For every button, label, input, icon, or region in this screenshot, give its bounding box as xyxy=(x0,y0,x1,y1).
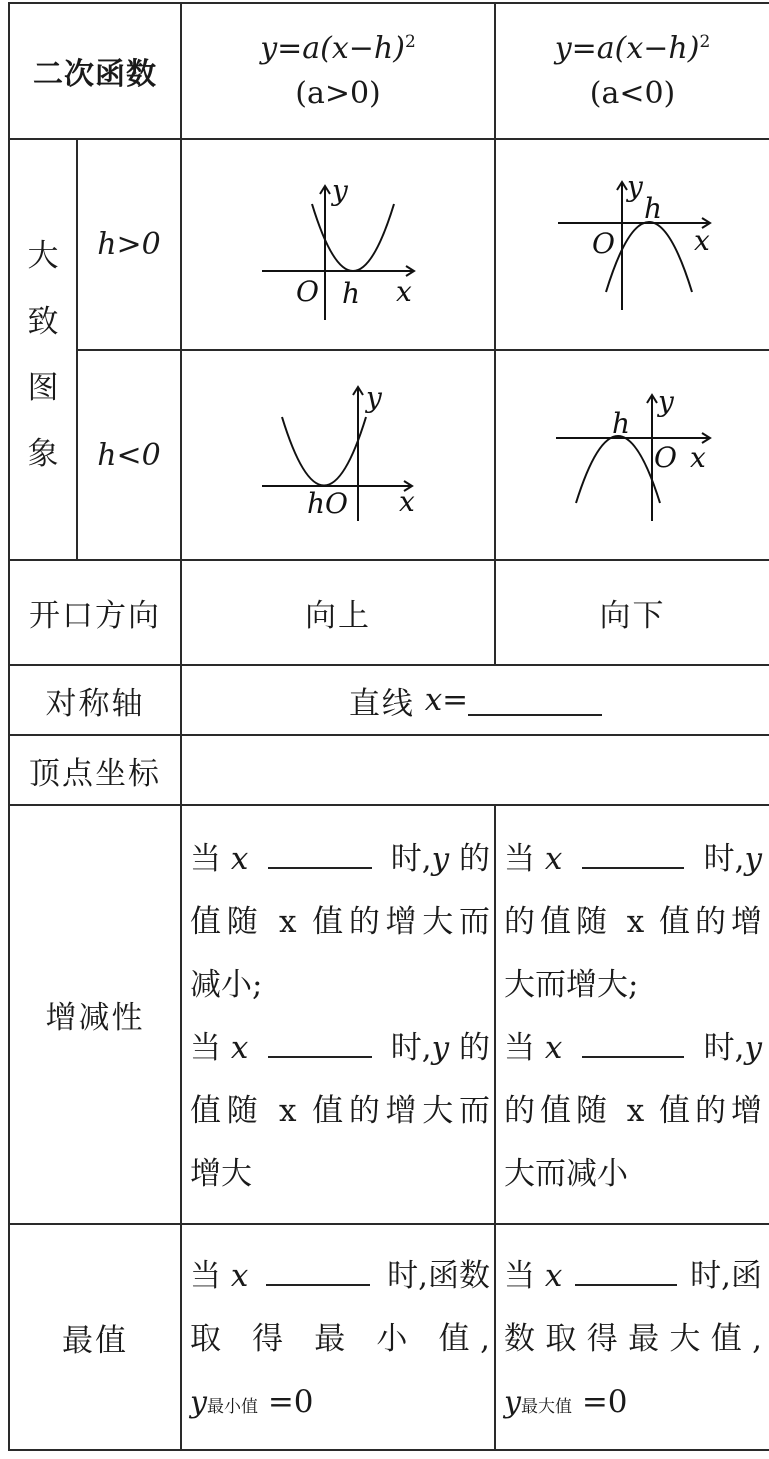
rule xyxy=(8,1449,769,1451)
formula-exponent: 2 xyxy=(404,32,416,52)
mono-blank xyxy=(268,837,372,869)
graph-up-h-negative xyxy=(182,351,494,559)
ext-x: x xyxy=(544,1258,563,1294)
ext-y: y xyxy=(504,1385,521,1420)
y-axis-label: y xyxy=(366,381,382,414)
opening-up: 向上 xyxy=(305,598,371,634)
x-axis-label: x xyxy=(396,275,412,308)
mono-blank xyxy=(582,837,684,869)
opening-down: 向下 xyxy=(599,598,666,634)
ho-label: hO xyxy=(307,487,348,520)
ext-line xyxy=(190,1371,490,1439)
axis-value xyxy=(182,666,769,734)
x-axis-label: x xyxy=(690,441,706,474)
header-formula-a-positive xyxy=(182,4,494,138)
parabola-curve xyxy=(282,417,366,486)
formula-exponent: 2 xyxy=(699,32,711,52)
mono-text xyxy=(504,1017,562,1080)
ext-sub: 最小值 xyxy=(206,1397,258,1417)
ext-line xyxy=(504,1371,762,1439)
h-label: h xyxy=(342,277,361,310)
mono-blank xyxy=(582,1026,684,1058)
mono-time: 时, xyxy=(390,1030,432,1066)
axis-eq: = xyxy=(442,682,469,718)
mono-line xyxy=(190,828,490,891)
mono-y: y xyxy=(431,841,450,877)
mono-x: x xyxy=(230,1030,249,1066)
mono-when: 当 xyxy=(190,841,221,877)
ext-line xyxy=(190,1245,490,1308)
origin-label: O xyxy=(592,227,615,260)
mono-text xyxy=(504,828,562,891)
ext-when: 当 xyxy=(504,1258,535,1294)
axis-var: x xyxy=(424,682,443,718)
mono-text xyxy=(190,1017,248,1080)
h-label: h xyxy=(612,407,631,440)
formula-text xyxy=(260,26,416,71)
header-title: 二次函数 xyxy=(33,57,157,92)
mono-when: 当 xyxy=(190,1030,221,1066)
extremum-col1 xyxy=(190,1245,490,1439)
axis-text: 直线 xyxy=(348,685,415,722)
mono-line: 值随 x 值的增大而 xyxy=(190,1093,490,1129)
parabola-curve xyxy=(606,222,692,292)
mono-x: x xyxy=(544,841,563,877)
graph-group-char: 致 xyxy=(27,304,59,340)
mono-line: 大而增大; xyxy=(504,967,639,1003)
x-axis-label: x xyxy=(694,224,710,257)
graph-group-char: 象 xyxy=(27,436,59,472)
axes xyxy=(556,395,710,521)
ext-when: 当 xyxy=(190,1258,221,1294)
monotonic-label: 增减性 xyxy=(45,1000,145,1036)
y-axis-label: y xyxy=(332,174,348,207)
mono-text xyxy=(190,828,248,891)
graph-group-char: 图 xyxy=(27,370,59,406)
mono-line xyxy=(190,1017,490,1080)
mono-line: 大而减小 xyxy=(504,1156,628,1192)
mono-line: 减小; xyxy=(190,967,263,1003)
formula-condition: (a<0) xyxy=(589,76,676,111)
mono-of: 的 xyxy=(458,841,490,877)
mono-when: 当 xyxy=(504,1030,535,1066)
monotonic-col1 xyxy=(190,828,490,1206)
mono-line: 的值随 x 值的增 xyxy=(504,1093,762,1129)
ext-text: 时,函数 xyxy=(387,1258,490,1294)
ext-eq: =0 xyxy=(581,1384,628,1420)
y-axis-label: y xyxy=(658,385,674,418)
y-axis-label: y xyxy=(627,170,643,203)
ext-y: y xyxy=(190,1385,207,1420)
mono-line xyxy=(504,1017,762,1080)
graph-up-h-positive xyxy=(182,140,494,349)
ext-blank xyxy=(575,1254,677,1286)
graph-down-h-positive xyxy=(496,140,769,349)
ext-blank xyxy=(266,1254,370,1286)
h-positive-label: h>0 xyxy=(97,227,161,262)
header-formula-a-negative xyxy=(496,4,769,138)
extremum-label: 最值 xyxy=(62,1322,128,1359)
mono-line: 值随 x 值的增大而 xyxy=(190,904,490,940)
mono-of: 的 xyxy=(458,1030,490,1066)
ext-line: 取 得 最 小 值, xyxy=(190,1321,490,1357)
h-negative-label: h<0 xyxy=(97,437,161,473)
mono-line xyxy=(504,828,762,891)
axis-label: 对称轴 xyxy=(45,685,145,722)
x-axis-label: x xyxy=(399,485,415,518)
mono-y: y xyxy=(744,841,762,877)
graph-group-label xyxy=(10,220,76,490)
mono-x: x xyxy=(230,841,249,877)
mono-when: 当 xyxy=(504,841,535,877)
ext-sub: 最大值 xyxy=(520,1397,572,1417)
mono-line: 增大 xyxy=(190,1156,252,1192)
graph-down-h-negative xyxy=(496,351,769,559)
axis-blank xyxy=(468,684,602,716)
extremum-col2 xyxy=(504,1245,762,1439)
ext-line: 数取得最大值, xyxy=(504,1321,762,1357)
h-label: h xyxy=(644,192,663,225)
monotonic-col2 xyxy=(504,828,762,1206)
mono-blank xyxy=(268,1026,372,1058)
opening-label: 开口方向 xyxy=(29,598,161,634)
origin-label: O xyxy=(296,275,319,308)
formula-condition: (a>0) xyxy=(295,76,381,111)
formula-expression: y=a(x−h) xyxy=(554,31,700,66)
ext-text xyxy=(504,1245,562,1308)
ext-eq: =0 xyxy=(267,1384,314,1420)
rule xyxy=(494,804,496,1451)
formula-expression: y=a(x−h) xyxy=(260,31,405,66)
ext-text: 时,函 xyxy=(690,1258,762,1294)
ext-line xyxy=(504,1245,762,1308)
mono-time: 时, xyxy=(703,841,745,877)
mono-y: y xyxy=(431,1030,450,1066)
vertex-label: 顶点坐标 xyxy=(29,755,161,792)
mono-text xyxy=(391,828,490,891)
formula-text xyxy=(555,26,711,71)
mono-line: 的值随 x 值的增 xyxy=(504,904,762,940)
ext-x: x xyxy=(230,1258,249,1294)
mono-text xyxy=(704,828,762,891)
mono-text xyxy=(391,1017,490,1080)
ext-text xyxy=(190,1245,248,1308)
mono-time: 时, xyxy=(703,1030,745,1066)
parabola-curve xyxy=(576,436,660,503)
mono-x: x xyxy=(544,1030,563,1066)
graph-group-char: 大 xyxy=(27,238,59,274)
mono-y: y xyxy=(744,1030,762,1066)
origin-label: O xyxy=(654,441,677,474)
mono-time: 时, xyxy=(390,841,432,877)
mono-text xyxy=(704,1017,762,1080)
